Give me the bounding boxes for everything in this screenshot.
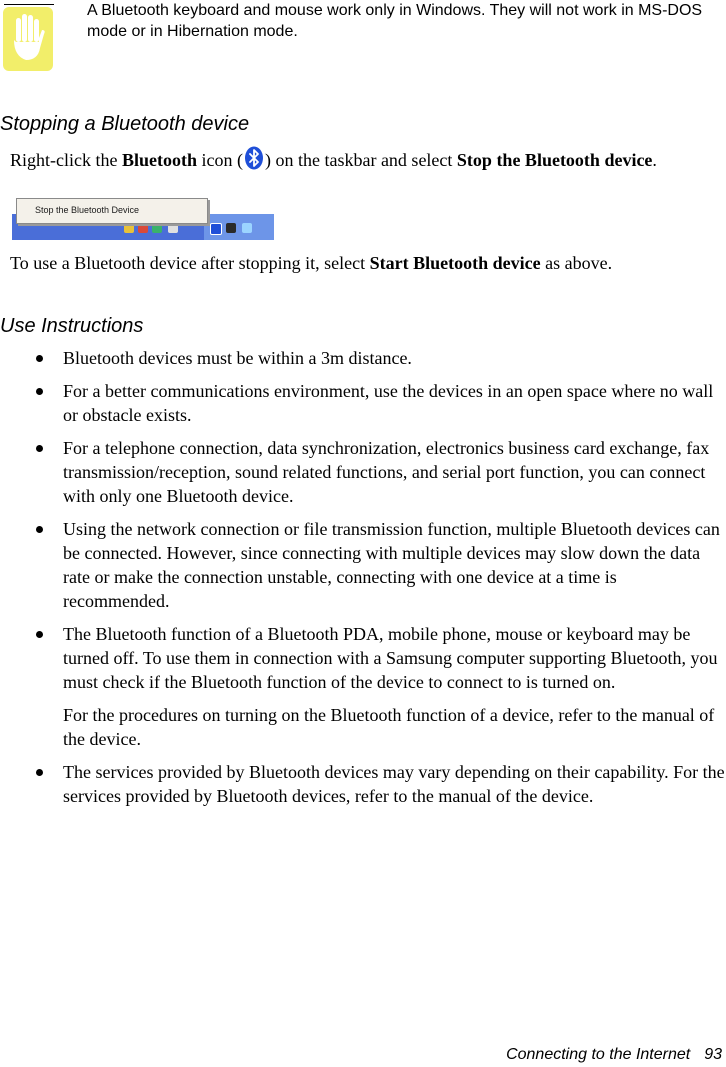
page-footer <box>506 1045 722 1065</box>
context-menu <box>16 198 208 224</box>
list-item-text: The services provided by Bluetooth devices may vary depending on their capability. For the services provided by Bluetooth devices, refer to the manual of the device. <box>63 762 725 806</box>
list-item-subtext: For the procedures on turning on the Bluetooth function of a device, refer to the manual of the device. <box>63 705 715 749</box>
list-item-text: For a better communications environment, use the devices in an open space where no wall or obstacle exists. <box>63 381 714 425</box>
bullet-icon <box>36 388 43 395</box>
list-item <box>36 379 726 427</box>
list-item <box>36 346 726 370</box>
start-instruction-end: as above. <box>540 253 613 273</box>
list-item <box>36 436 726 508</box>
bullet-icon <box>36 445 43 452</box>
use-instructions-list <box>36 346 726 817</box>
list-item <box>36 517 726 613</box>
stop-instruction-mid2: ) on the taskbar and select <box>264 150 457 170</box>
start-instruction-command: Start Bluetooth device <box>369 253 541 273</box>
bullet-icon <box>36 769 43 776</box>
stop-instruction-bluetooth: Bluetooth <box>121 150 197 170</box>
list-item-text: Using the network connection or file transmission function, multiple Bluetooth devices can be connected. However, since connecting with multiple devices may slow down the data rate or make the connection unstable, connecting with one device at a time is recommended. <box>63 519 720 611</box>
tray-app-icon <box>152 223 162 233</box>
bullet-icon <box>36 526 43 533</box>
tray-app-icon <box>168 223 178 233</box>
bullet-icon <box>36 355 43 362</box>
tray-app-icon <box>138 223 148 233</box>
stop-instruction-command: Stop the Bluetooth device <box>456 150 653 170</box>
start-instruction <box>10 251 722 275</box>
stop-instruction-end: . <box>652 150 657 170</box>
stop-instruction-mid1: icon ( <box>197 150 243 170</box>
list-item-text: Bluetooth devices must be within a 3m distance. <box>63 348 412 368</box>
section-heading-stopping: Stopping a Bluetooth device <box>0 113 250 135</box>
tray-app-icon <box>226 223 236 233</box>
stop-instruction <box>10 146 710 172</box>
bluetooth-icon <box>244 146 264 170</box>
stop-instruction-pre: Right-click the <box>10 150 122 170</box>
bullet-icon <box>36 631 43 638</box>
tray-bluetooth-icon <box>210 223 222 235</box>
tray-app-icon <box>124 223 134 233</box>
taskbar-screenshot <box>12 196 274 240</box>
footer-section-title: Connecting to the Internet <box>506 1046 691 1063</box>
note-text: A Bluetooth keyboard and mouse work only in Windows. They will not work in MS-DOS mode or in Hibernation mode. <box>87 2 703 40</box>
list-item <box>36 760 726 808</box>
stop-hand-icon <box>2 4 54 72</box>
list-item <box>36 622 726 751</box>
page-number: 93 <box>704 1046 722 1063</box>
list-item-text: The Bluetooth function of a Bluetooth PDA, mobile phone, mouse or keyboard may be turned off. To use them in connection with a Samsung computer supporting Bluetooth, you must check if the Bluetooth function of the device to connect to is turned on. <box>63 624 718 692</box>
menu-item-stop-bluetooth-device: Stop the Bluetooth Device <box>35 205 140 215</box>
tray-app-icon <box>242 223 252 233</box>
start-instruction-pre: To use a Bluetooth device after stopping it, select <box>10 253 370 273</box>
section-heading-use-instructions: Use Instructions <box>0 315 144 337</box>
list-item-text: For a telephone connection, data synchronization, electronics business card exchange, fax transmission/reception, sound related functions, and serial port function, you can connect with only one Bluetooth device. <box>63 438 710 506</box>
